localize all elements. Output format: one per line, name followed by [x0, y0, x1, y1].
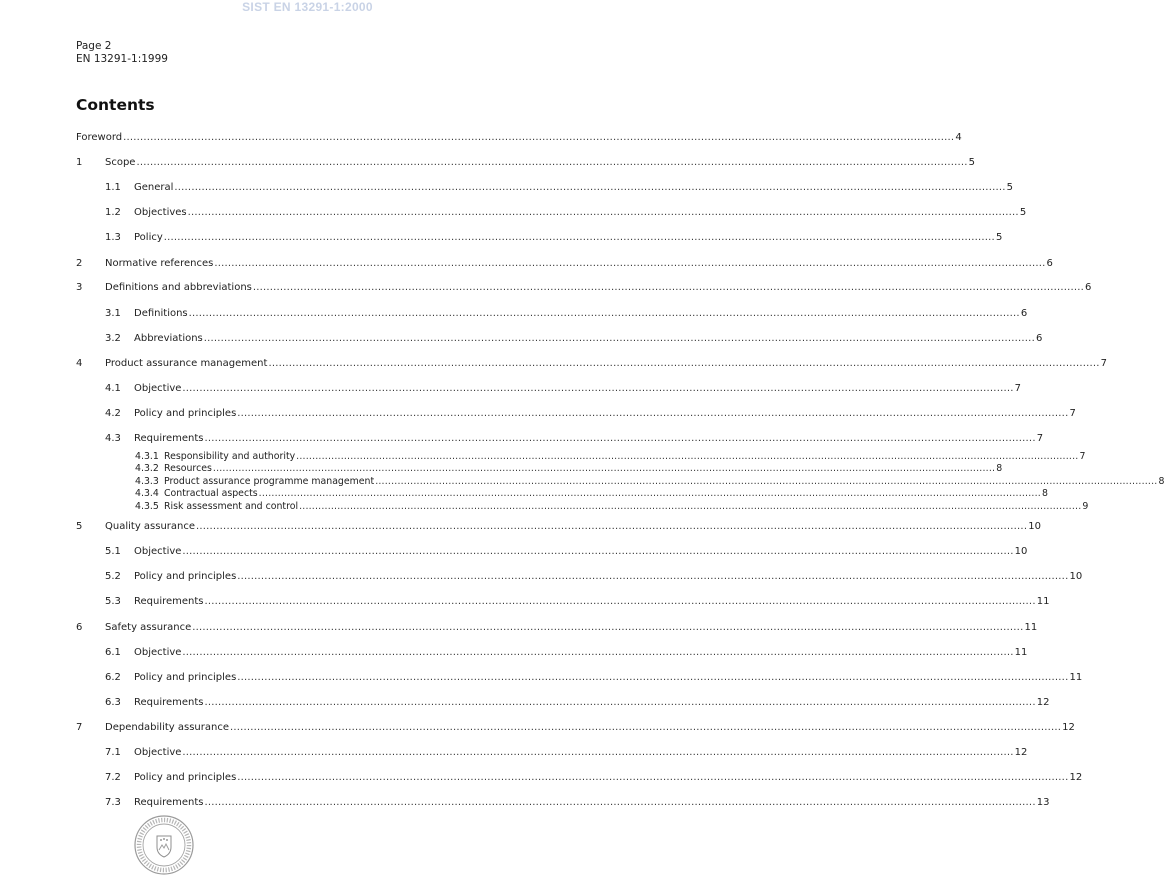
toc-entry-label: Abbreviations — [134, 333, 203, 344]
toc-entry-page: 5 — [968, 157, 976, 168]
toc-entry-page: 6 — [1020, 308, 1028, 319]
toc-entry-label: Quality assurance — [105, 521, 196, 532]
toc-entry[interactable] — [135, 463, 1003, 476]
toc-entry-label: Dependability assurance — [105, 722, 229, 733]
toc-entry-label: Definitions and abbreviations — [105, 282, 252, 293]
toc-entry-page: 9 — [1082, 501, 1089, 512]
toc-leader-dots: ...................................................................................................................................................................................................................................................... — [204, 433, 1036, 444]
toc-entry-label: Normative references — [105, 258, 214, 269]
toc-leader-dots: ...................................................................................................................................................................................................................................................... — [187, 207, 1019, 218]
toc-entry[interactable] — [76, 621, 1038, 634]
toc-entry[interactable] — [105, 746, 1028, 759]
toc-entry-page: 13 — [1036, 797, 1050, 808]
toc-entry-page: 11 — [1036, 596, 1050, 607]
toc-entry-label: Policy and principles — [134, 772, 237, 783]
toc-entry[interactable] — [76, 156, 976, 169]
toc-entry-label: Requirements — [134, 596, 204, 607]
toc-entry-page: 11 — [1024, 622, 1038, 633]
toc-entry-number: 5.3 — [105, 596, 121, 607]
toc-leader-dots: ...................................................................................................................................................................................................................................................... — [212, 463, 996, 474]
toc-entry-page: 6 — [1035, 333, 1043, 344]
toc-entry[interactable] — [105, 181, 1013, 194]
toc-leader-dots: ...................................................................................................................................................................................................................................................... — [229, 722, 1062, 733]
toc-leader-dots: ...................................................................................................................................................................................................................................................... — [188, 308, 1020, 319]
toc-entry[interactable] — [105, 382, 1021, 395]
toc-entry-label: Product assurance programme management — [164, 476, 375, 487]
toc-entry[interactable] — [105, 545, 1028, 558]
toc-leader-dots: ...................................................................................................................................................................................................................................................... — [136, 157, 968, 168]
toc-leader-dots: ...................................................................................................................................................................................................................................................... — [237, 672, 1069, 683]
toc-entry[interactable] — [105, 231, 1003, 244]
toc-entry-label: Risk assessment and control — [164, 501, 299, 512]
toc-entry-label: Safety assurance — [105, 622, 192, 633]
toc-entry-page: 12 — [1036, 697, 1050, 708]
toc-entry[interactable] — [135, 476, 1164, 489]
toc-entry-page: 5 — [1006, 182, 1013, 193]
toc-entry-number: 1.1 — [105, 182, 121, 193]
toc-entry-number: 3.1 — [105, 308, 121, 319]
toc-leader-dots: ...................................................................................................................................................................................................................................................... — [299, 501, 1082, 512]
toc-leader-dots: ...................................................................................................................................................................................................................................................... — [182, 647, 1014, 658]
toc-entry-page: 8 — [1041, 488, 1048, 499]
page-title: Contents — [76, 96, 155, 114]
toc-entry[interactable] — [135, 451, 1086, 464]
toc-entry-label: Policy and principles — [134, 672, 237, 683]
toc-entry-number: 7.2 — [105, 772, 121, 783]
toc-entry-number: 2 — [76, 258, 83, 269]
toc-entry[interactable] — [76, 357, 1107, 370]
toc-entry[interactable] — [105, 646, 1028, 659]
toc-entry[interactable] — [105, 671, 1083, 684]
toc-entry-label: Contractual aspects — [164, 488, 258, 499]
toc-entry-number: 4.3.1 — [135, 451, 159, 462]
toc-entry-label: Policy and principles — [134, 571, 237, 582]
official-stamp-icon — [133, 814, 195, 876]
toc-entry[interactable] — [135, 501, 1089, 514]
toc-entry-page: 5 — [995, 232, 1003, 243]
toc-entry[interactable] — [105, 407, 1076, 420]
toc-leader-dots: ...................................................................................................................................................................................................................................................... — [182, 747, 1014, 758]
toc-entry-label: Definitions — [134, 308, 188, 319]
toc-entry-number: 4.1 — [105, 383, 121, 394]
toc-entry-number: 3.2 — [105, 333, 121, 344]
toc-entry-number: 5.2 — [105, 571, 121, 582]
toc-entry-number: 6.2 — [105, 672, 121, 683]
toc-entry-page: 6 — [1085, 282, 1092, 293]
toc-entry-label: Objective — [134, 383, 182, 394]
toc-entry[interactable] — [76, 721, 1075, 734]
toc-entry-label: Requirements — [134, 433, 204, 444]
toc-entry-page: 6 — [1046, 258, 1053, 269]
toc-leader-dots: ...................................................................................................................................................................................................................................................... — [237, 571, 1069, 582]
toc-entry-page: 11 — [1014, 647, 1028, 658]
toc-entry-label: Policy — [134, 232, 163, 243]
toc-entry[interactable] — [105, 771, 1083, 784]
toc-entry[interactable] — [105, 570, 1083, 583]
toc-entry[interactable] — [105, 332, 1043, 345]
toc-entry-number: 4.3.4 — [135, 488, 159, 499]
toc-leader-dots: ...................................................................................................................................................................................................................................................... — [258, 488, 1041, 499]
page-number: Page 2 — [76, 40, 112, 52]
toc-entry-label: Responsibility and authority — [164, 451, 296, 462]
toc-entry-number: 3 — [76, 282, 83, 293]
toc-entry[interactable] — [135, 488, 1048, 501]
toc-leader-dots: ...................................................................................................................................................................................................................................................... — [182, 383, 1014, 394]
toc-leader-dots: ...................................................................................................................................................................................................................................................... — [196, 521, 1028, 532]
toc-entry-page: 12 — [1062, 722, 1075, 733]
toc-entry-page: 8 — [996, 463, 1003, 474]
toc-leader-dots: ...................................................................................................................................................................................................................................................... — [204, 797, 1036, 808]
toc-leader-dots: ...................................................................................................................................................................................................................................................... — [163, 232, 995, 243]
toc-entry-label: Requirements — [134, 797, 204, 808]
toc-entry[interactable] — [105, 206, 1027, 219]
toc-entry-number: 6.3 — [105, 697, 121, 708]
toc-leader-dots: ...................................................................................................................................................................................................................................................... — [204, 697, 1036, 708]
toc-leader-dots: ...................................................................................................................................................................................................................................................... — [252, 282, 1085, 293]
toc-entry-number: 5.1 — [105, 546, 121, 557]
toc-entry[interactable] — [105, 307, 1028, 320]
toc-entry-foreword[interactable] — [76, 131, 962, 144]
toc-entry-page: 7 — [1069, 408, 1076, 419]
toc-entry-number: 7.3 — [105, 797, 121, 808]
toc-leader-dots: ...................................................................................................................................................................................................................................................... — [375, 476, 1158, 487]
watermark: SIST EN 13291-1:2000 — [242, 0, 373, 14]
standard-number: EN 13291-1:1999 — [76, 52, 168, 65]
toc-entry-number: 4.3.3 — [135, 476, 159, 487]
toc-entry[interactable] — [105, 696, 1050, 709]
toc-entry-label: Foreword — [76, 132, 123, 143]
toc-entry-number: 6 — [76, 622, 83, 633]
toc-entry-page: 10 — [1069, 571, 1083, 582]
toc-leader-dots: ...................................................................................................................................................................................................................................................... — [174, 182, 1006, 193]
toc-entry-number: 6.1 — [105, 647, 121, 658]
toc-entry-number: 1.2 — [105, 207, 121, 218]
toc-entry-label: Objective — [134, 747, 182, 758]
toc-leader-dots: ...................................................................................................................................................................................................................................................... — [237, 408, 1069, 419]
toc-leader-dots: ...................................................................................................................................................................................................................................................... — [296, 451, 1079, 462]
toc-leader-dots: ...................................................................................................................................................................................................................................................... — [214, 258, 1046, 269]
toc-entry-label: Scope — [105, 157, 136, 168]
toc-leader-dots: ...................................................................................................................................................................................................................................................... — [237, 772, 1069, 783]
toc-entry[interactable] — [105, 595, 1050, 608]
toc-entry-label: Requirements — [134, 697, 204, 708]
toc-entry-label: Resources — [164, 463, 212, 474]
toc-entry-number: 1 — [76, 157, 83, 168]
toc-entry-page: 7 — [1014, 383, 1021, 394]
toc-entry[interactable] — [105, 796, 1050, 809]
toc-entry-label: Objectives — [134, 207, 187, 218]
toc-entry-number: 4 — [76, 358, 83, 369]
toc-leader-dots: ...................................................................................................................................................................................................................................................... — [204, 596, 1036, 607]
toc-entry-page: 10 — [1014, 546, 1028, 557]
toc-entry[interactable] — [105, 432, 1044, 445]
toc-entry-number: 4.3.5 — [135, 501, 159, 512]
toc-entry-page: 11 — [1069, 672, 1083, 683]
toc-leader-dots: ...................................................................................................................................................................................................................................................... — [123, 132, 955, 143]
toc-entry[interactable] — [76, 281, 1092, 294]
toc-leader-dots: ...................................................................................................................................................................................................................................................... — [182, 546, 1014, 557]
toc-entry-page: 7 — [1036, 433, 1044, 444]
toc-leader-dots: ...................................................................................................................................................................................................................................................... — [192, 622, 1024, 633]
toc-entry-page: 7 — [1079, 451, 1086, 462]
toc-entry-page: 5 — [1019, 207, 1027, 218]
toc-entry-label: General — [134, 182, 174, 193]
toc-leader-dots: ...................................................................................................................................................................................................................................................... — [203, 333, 1035, 344]
toc-entry-number: 7 — [76, 722, 83, 733]
toc-entry-page: 7 — [1100, 358, 1107, 369]
toc-entry-label: Objective — [134, 546, 182, 557]
toc-entry-number: 1.3 — [105, 232, 121, 243]
toc-entry-number: 7.1 — [105, 747, 121, 758]
toc-entry-label: Product assurance management — [105, 358, 268, 369]
toc-entry-number: 4.2 — [105, 408, 121, 419]
toc-entry-number: 4.3 — [105, 433, 121, 444]
toc-entry[interactable] — [76, 257, 1053, 270]
toc-entry-label: Policy and principles — [134, 408, 237, 419]
toc-entry-label: Objective — [134, 647, 182, 658]
toc-entry-page: 12 — [1014, 747, 1028, 758]
toc-entry-page: 8 — [1158, 476, 1164, 487]
toc-entry-page: 10 — [1028, 521, 1041, 532]
toc-entry-number: 4.3.2 — [135, 463, 159, 474]
toc-entry-page: 12 — [1069, 772, 1083, 783]
toc-entry-page: 4 — [955, 132, 962, 143]
toc-leader-dots: ...................................................................................................................................................................................................................................................... — [268, 358, 1100, 369]
toc-entry[interactable] — [76, 520, 1041, 533]
toc-entry-number: 5 — [76, 521, 83, 532]
